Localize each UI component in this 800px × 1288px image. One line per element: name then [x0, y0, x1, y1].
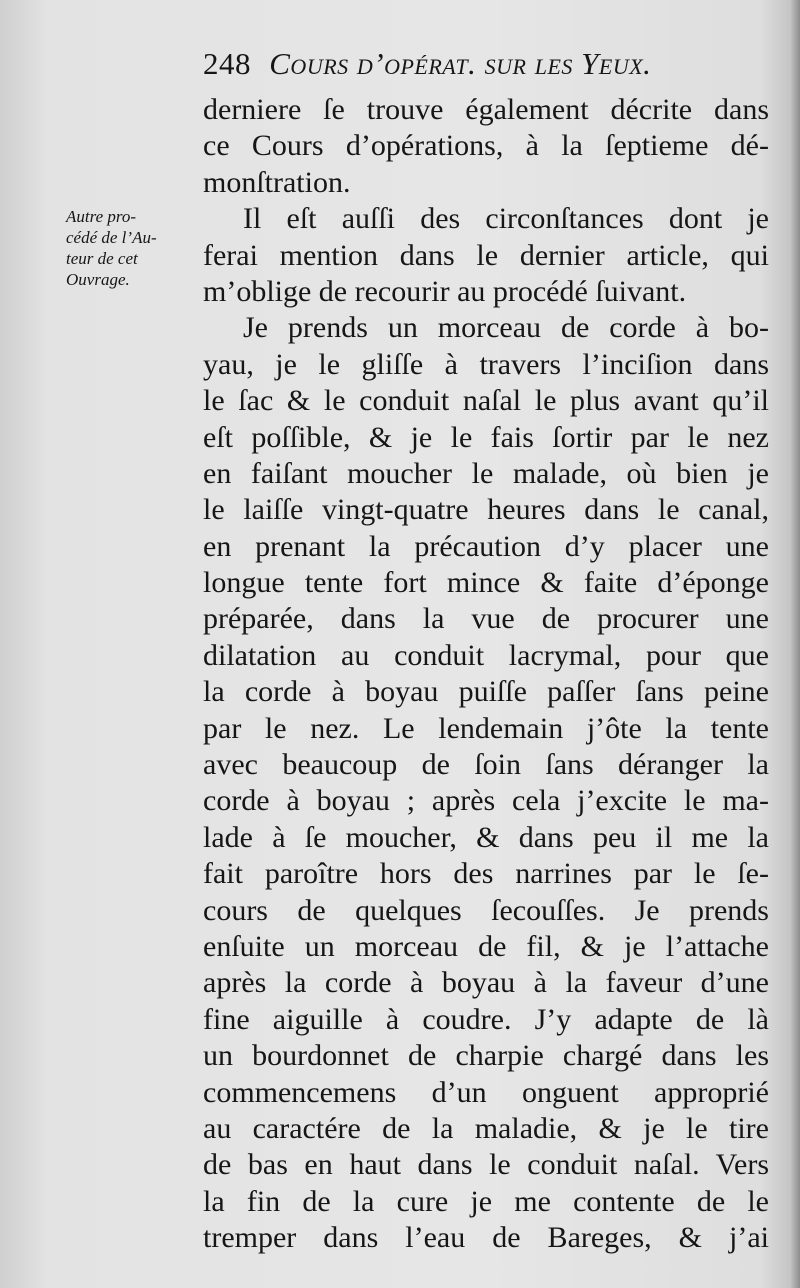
text-line: Il eſt auſſi des circonſtances dont je	[243, 202, 769, 236]
text-line: Je prends un morceau de corde à bo-	[243, 311, 769, 345]
text-line: un bourdonnet de charpie chargé dans les	[203, 1039, 769, 1073]
text-line: au caractére de la maladie, & je le tire	[203, 1111, 769, 1145]
page-number: 248	[203, 46, 251, 81]
text-line: ferai mention dans le dernier article, qui	[203, 238, 769, 272]
text-line: tremper dans l’eau de Bareges, & j’ai	[203, 1221, 769, 1255]
text-line: eſt poſſible, & je le fais ſortir par le nez	[203, 420, 769, 454]
page-gutter-shadow	[790, 0, 800, 1288]
text-line: fait paroître hors des narrines par le ſe-	[203, 857, 769, 891]
margin-note-line: teur de cet	[66, 249, 138, 268]
body-text	[203, 92, 769, 1257]
text-line: de bas en haut dans le conduit naſal. Vers	[203, 1148, 769, 1182]
text-line: après la corde à boyau à la faveur d’une	[203, 966, 769, 1000]
text-line: corde à boyau ; après cela j’excite le ma-	[203, 784, 769, 818]
text-line: m’oblige de recourir au procédé ſuivant.	[203, 274, 687, 308]
text-line: en faiſant moucher le malade, où bien je	[203, 456, 769, 490]
text-line: lade à ſe moucher, & dans peu il me la	[203, 820, 769, 854]
margin-note-line: Ouvrage.	[66, 270, 130, 289]
text-line: en prenant la précaution d’y placer une	[203, 529, 769, 563]
running-header	[203, 46, 768, 90]
running-title: Cours d’opérat. sur les Yeux.	[269, 46, 652, 81]
text-line: longue tente fort mince & faite d’éponge	[203, 566, 769, 600]
text-line: yau, je le gliſſe à travers l’inciſion dans	[203, 347, 769, 381]
margin-note	[66, 206, 202, 290]
text-line: la fin de la cure je me contente de le	[203, 1184, 769, 1218]
text-line: monſtration.	[203, 165, 351, 199]
text-line: dilatation au conduit lacrymal, pour que	[203, 638, 769, 672]
margin-note-line: cédé de l’Au-	[66, 228, 157, 247]
text-line: par le nez. Le lendemain j’ôte la tente	[203, 711, 769, 745]
text-line: fine aiguille à coudre. J’y adapte de là	[203, 1002, 769, 1036]
text-line: derniere ſe trouve également décrite dans	[203, 93, 769, 126]
text-line: avec beaucoup de ſoin ſans déranger la	[203, 748, 769, 782]
margin-note-line: Autre pro-	[66, 207, 137, 226]
text-line: enſuite un morceau de fil, & je l’attache	[203, 929, 769, 963]
text-line: la corde à boyau puiſſe paſſer ſans peine	[203, 675, 769, 709]
text-line: commencemens d’un onguent approprié	[203, 1075, 769, 1109]
text-line: ce Cours d’opérations, à la ſeptieme dé-	[203, 129, 769, 163]
text-line: préparée, dans la vue de procurer une	[203, 602, 769, 636]
text-line: cours de quelques ſecouſſes. Je prends	[203, 893, 769, 927]
text-line: le ſac & le conduit naſal le plus avant qu’il	[203, 384, 769, 418]
text-line: le laiſſe vingt-quatre heures dans le canal,	[203, 493, 769, 527]
